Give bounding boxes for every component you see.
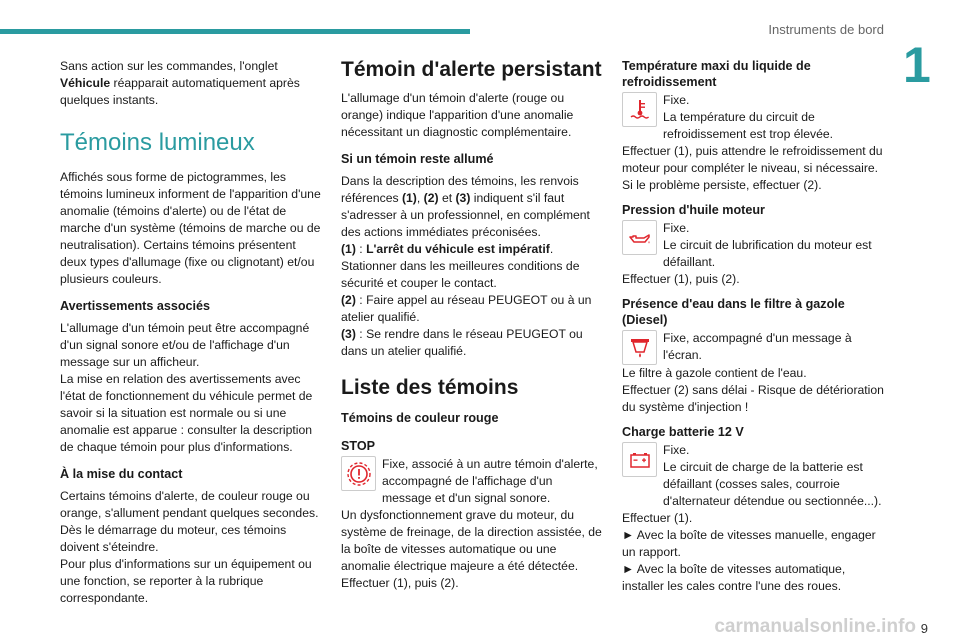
- paragraph: [60, 58, 322, 109]
- paragraph: Si le problème persiste, effectuer (2).: [622, 178, 822, 192]
- heading-reste-allume: Si un témoin reste allumé: [341, 152, 494, 166]
- column-3: [622, 58, 887, 595]
- paragraph: [341, 326, 603, 360]
- paragraph: Effectuer (1), puis (2).: [341, 576, 459, 590]
- ref-1: (1): [341, 242, 356, 256]
- paragraph: [341, 292, 603, 326]
- text-bold: Véhicule: [60, 76, 111, 90]
- ref-3: (3): [455, 191, 471, 205]
- paragraph: [341, 241, 603, 258]
- battery-charge-icon: [622, 442, 657, 477]
- paragraph: L'allumage d'un témoin peut être accompagné d'un signal sonore et/ou de l'affichage d'un message sur un afficheur.: [60, 321, 310, 369]
- text: réapparait automatiquement après quelques instants.: [60, 76, 300, 107]
- text: ,: [416, 191, 424, 205]
- heading-avertissements: Avertissements associés: [60, 299, 211, 313]
- heading-temoins: Témoins lumineux: [60, 129, 255, 156]
- text: .: [549, 242, 554, 256]
- text-bold: L'arrêt du véhicule est impératif: [366, 242, 550, 256]
- paragraph: L'allumage d'un témoin d'alerte (rouge ou orange) indique l'apparition d'une anomalie nécessitant un diagnostic complémentaire.: [341, 91, 574, 139]
- paragraph: La mise en relation des avertissements avec l'état de fonctionnement du véhicule permet de savoir si la situation est normale ou si une anomalie est apparue : consulter la description de chaque témoin pour plus d'informations.: [60, 372, 313, 454]
- page-number: 9: [920, 621, 928, 636]
- paragraph: Pour plus d'informations sur un équipement ou une fonction, se reporter à la rubrique correspondante.: [60, 557, 312, 605]
- warning-text: Fixe, accompagné d'un message à l'écran.: [663, 331, 852, 362]
- heading-temperature: Température maxi du liquide de refroidissement: [622, 59, 811, 89]
- ref-3: (3): [341, 327, 356, 341]
- text: Sans action sur les commandes, l'onglet: [60, 59, 278, 73]
- text: Le circuit de charge de la batterie est défaillant (cosses sales, courroie d'alternateur détendue ou sectionnée...).: [663, 460, 882, 508]
- text: Fixe.: [663, 221, 690, 235]
- paragraph: Certains témoins d'alerte, de couleur rouge ou orange, s'allument pendant quelques secondes.: [60, 489, 319, 520]
- heading-rouge: Témoins de couleur rouge: [341, 411, 499, 425]
- paragraph: Le filtre à gazole contient de l'eau.: [622, 366, 807, 380]
- text: Fixe.: [663, 443, 690, 457]
- paragraph: Affichés sous forme de pictogrammes, les témoins lumineux informent de l'apparition d'une anomalie (témoins d'alerte) ou de l'état de marche d'un système (témoins de marche ou de neutralisation). Certains témoins présentent deux types d'allumage (fixe ou clignotant) et/ou plusieurs couleurs.: [60, 170, 321, 286]
- watermark: carmanualsonline.info: [714, 616, 916, 637]
- water-in-fuel-filter-icon: [622, 330, 657, 365]
- text: Dans la description des témoins, les renvois références: [341, 174, 579, 205]
- heading-contact: À la mise du contact: [60, 467, 183, 481]
- warning-entry: [622, 220, 887, 271]
- heading-huile: Pression d'huile moteur: [622, 203, 765, 217]
- heading-eau-filtre: Présence d'eau dans le filtre à gazole (Diesel): [622, 297, 845, 327]
- text: La température du circuit de refroidissement est trop élevée.: [663, 110, 834, 141]
- warning-entry: [622, 442, 887, 510]
- warning-entry: [622, 92, 887, 143]
- paragraph: [341, 173, 603, 241]
- warning-text: Fixe, associé à un autre témoin d'alerte, accompagné de l'affichage d'un message et d'un signal sonore.: [382, 457, 598, 505]
- chapter-number: 1: [903, 37, 931, 93]
- warning-entry: [622, 330, 887, 365]
- warning-text: [663, 92, 887, 143]
- paragraph: ► Avec la boîte de vitesses manuelle, engager un rapport.: [622, 528, 876, 559]
- ref-1: (1): [401, 191, 417, 205]
- text: :: [355, 242, 367, 256]
- text: Fixe.: [663, 93, 690, 107]
- paragraph: Effectuer (1).: [622, 511, 693, 525]
- coolant-temperature-icon: [622, 92, 657, 127]
- ref-2: (2): [423, 191, 439, 205]
- paragraph: Effectuer (1), puis (2).: [622, 272, 740, 286]
- oil-pressure-icon: [622, 220, 657, 255]
- warning-text: [663, 220, 887, 271]
- text: et: [438, 191, 456, 205]
- stop-warning-icon: [341, 456, 376, 491]
- paragraph: Effectuer (1), puis attendre le refroidissement du moteur pour compléter le niveau, si nécessaire.: [622, 144, 883, 175]
- paragraph: ► Avec la boîte de vitesses automatique, installer les cales contre l'une des roues.: [622, 562, 846, 593]
- heading-persistant: Témoin d'alerte persistant: [341, 58, 602, 81]
- text: : Faire appel au réseau PEUGEOT ou à un atelier qualifié.: [341, 293, 592, 324]
- text: indiquent s'il faut s'adresser à un professionnel, en complément des actions immédiates préconisées.: [341, 191, 590, 239]
- heading-batterie: Charge batterie 12 V: [622, 425, 744, 439]
- paragraph: Stationner dans les meilleures conditions de sécurité et couper le contact.: [341, 259, 580, 290]
- warning-entry: [341, 456, 603, 507]
- header-bar: [0, 29, 470, 34]
- text: Le circuit de lubrification du moteur est défaillant.: [663, 238, 872, 269]
- paragraph: Dès le démarrage du moteur, ces témoins doivent s'éteindre.: [60, 523, 287, 554]
- heading-liste: Liste des témoins: [341, 376, 519, 399]
- paragraph: Effectuer (2) sans délai - Risque de détérioration du système d'injection !: [622, 383, 884, 414]
- section-title: Instruments de bord: [768, 22, 884, 37]
- paragraph: Un dysfonctionnement grave du moteur, du système de freinage, de la direction assistée, de la boîte de vitesses automatique ou une anomalie électrique majeure a été détectée.: [341, 508, 602, 573]
- heading-stop: STOP: [341, 439, 376, 453]
- column-2: [341, 58, 603, 600]
- warning-text: [663, 442, 887, 510]
- ref-2: (2): [341, 293, 356, 307]
- column-1: [60, 58, 322, 615]
- text: : Se rendre dans le réseau PEUGEOT ou dans un atelier qualifié.: [341, 327, 583, 358]
